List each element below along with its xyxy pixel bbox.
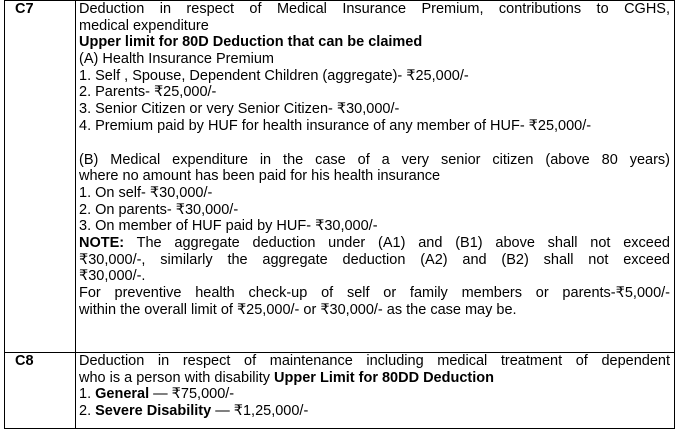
c8-severe-item bbox=[79, 403, 670, 420]
c7-line-2: medical expenditure bbox=[79, 17, 209, 34]
c7-b1-item: 1. On self- ₹30,000/- bbox=[79, 184, 213, 201]
table-row-c7 bbox=[5, 1, 675, 353]
c7-section-b-heading-cont: where no amount has been paid for his health insurance bbox=[79, 168, 441, 185]
c7-line-1: Deduction in respect of Medical Insurance Premium, contributions to CGHS, bbox=[79, 1, 670, 17]
c8-severe-label: Severe Disability bbox=[95, 403, 212, 420]
c7-a3-item: 3. Senior Citizen or very Senior Citizen- ₹30,000/- bbox=[79, 101, 400, 118]
c7-spacer bbox=[79, 135, 670, 152]
c7-note-text: The aggregate deduction under (A1) and (B1) above shall not exceed bbox=[136, 234, 670, 251]
row-description-c7 bbox=[76, 1, 675, 353]
c8-severe-number: 2. bbox=[79, 403, 92, 420]
c8-general-number: 1. bbox=[79, 386, 92, 403]
c7-note-line-3: ₹30,000/-. bbox=[79, 268, 146, 285]
c7-a4-item: 4. Premium paid by HUF for health insurance of any member of HUF- ₹25,000/- bbox=[79, 117, 592, 134]
c8-line-2-text: who is a person with disability bbox=[79, 369, 271, 386]
c7-a2-item: 2. Parents- ₹25,000/- bbox=[79, 84, 217, 101]
c7-note-line-1 bbox=[79, 235, 670, 252]
table-row-c8 bbox=[5, 353, 675, 429]
c7-preventive-line-2: within the overall limit of ₹25,000/- or ₹30,000/- as the case may be. bbox=[79, 301, 517, 318]
deduction-table bbox=[4, 0, 675, 429]
row-code-c7: C7 bbox=[5, 1, 76, 353]
c8-general-label: General bbox=[95, 386, 150, 403]
c8-general-amount: — ₹75,000/- bbox=[153, 386, 235, 403]
c8-general-item bbox=[79, 386, 670, 403]
c7-upper-limit-heading: Upper limit for 80D Deduction that can be claimed bbox=[79, 34, 423, 51]
row-code-c8: C8 bbox=[5, 353, 76, 429]
c7-section-b-heading: (B) Medical expenditure in the case of a very senior citizen (above 80 years) bbox=[79, 151, 670, 168]
c8-severe-amount: — ₹1,25,000/- bbox=[215, 403, 309, 420]
c7-note-line-2: ₹30,000/-, similarly the aggregate deduction (A2) and (B2) shall not exceed bbox=[79, 251, 670, 268]
c7-section-a-heading: (A) Health Insurance Premium bbox=[79, 51, 275, 68]
c7-note-label: NOTE: bbox=[79, 234, 125, 251]
c8-line-2 bbox=[79, 370, 670, 387]
c7-preventive-line-1: For preventive health check-up of self or family members or parents-₹5,000/- bbox=[79, 285, 670, 301]
c7-a1-item: 1. Self , Spouse, Dependent Children (aggregate)- ₹25,000/- bbox=[79, 67, 469, 84]
c8-line-1: Deduction in respect of maintenance including medical treatment of dependent bbox=[79, 353, 670, 369]
c8-upper-limit-heading: Upper Limit for 80DD Deduction bbox=[274, 369, 494, 386]
c7-b2-item: 2. On parents- ₹30,000/- bbox=[79, 201, 239, 218]
row-description-c8 bbox=[76, 353, 675, 429]
c7-b3-item: 3. On member of HUF paid by HUF- ₹30,000/- bbox=[79, 218, 378, 235]
